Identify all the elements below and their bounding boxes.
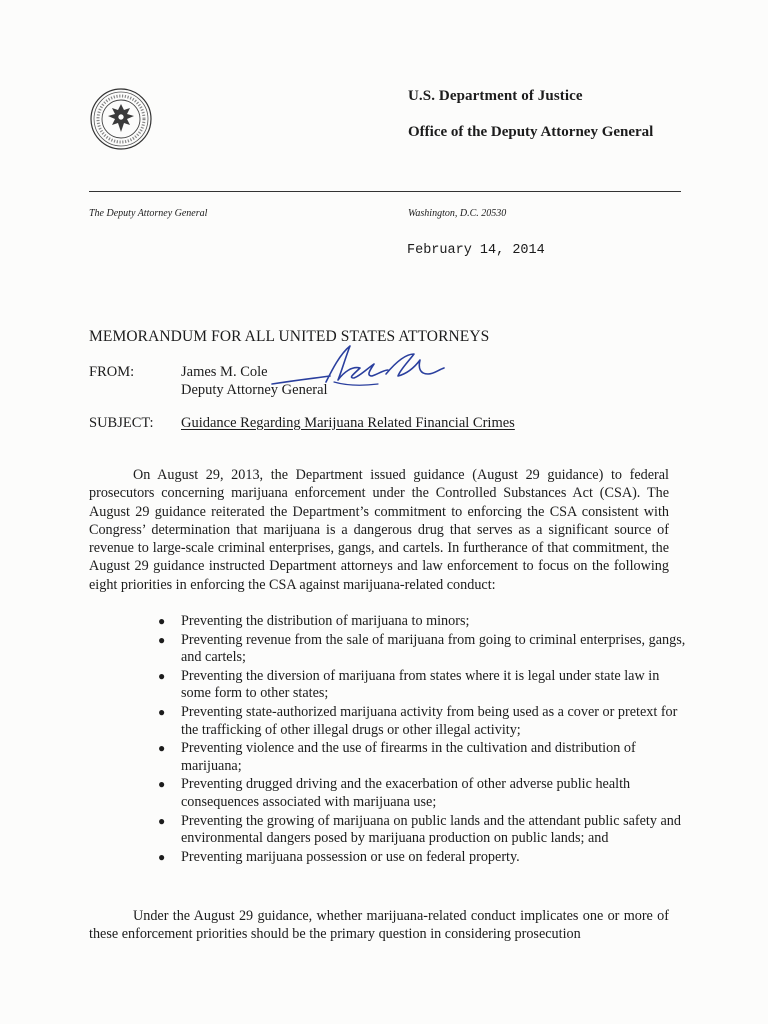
department-name: U.S. Department of Justice [408, 88, 583, 104]
list-item [148, 704, 688, 739]
sender-office-line: The Deputy Attorney General [89, 208, 208, 219]
priority-text: Preventing revenue from the sale of marijuana from going to criminal enterprises, gangs, and cartels; [181, 631, 686, 666]
list-item [148, 632, 688, 667]
bullet-icon: ● [158, 632, 166, 647]
bullet-icon: ● [158, 813, 166, 828]
address-line: Washington, D.C. 20530 [408, 208, 507, 219]
body-paragraph-2: Under the August 29 guidance, whether marijuana-related conduct implicates one or more of these enforcement priorities should be the primary question in considering prosecution [89, 908, 669, 943]
header-divider [89, 191, 681, 192]
list-item [148, 740, 688, 775]
memo-recipients: MEMORANDUM FOR ALL UNITED STATES ATTORNEYS [89, 328, 490, 345]
list-item [148, 776, 688, 811]
subject-text: Guidance Regarding Marijuana Related Financial Crimes [181, 415, 515, 431]
body-paragraph-1: On August 29, 2013, the Department issued guidance (August 29 guidance) to federal prosecutors concerning marijuana enforcement under the Controlled Substances Act (CSA). The August 29 guidance reiterated the Department’s commitment to enforcing the CSA consistent with Congress’ determination that marijuana is a dangerous drug that serves as a significant source of revenue to large-scale criminal enterprises, gangs, and cartels. In furtherance of that commitment, the August 29 guidance instructed Department attorneys and law enforcement to focus on the following eight priorities in enforcing the CSA against marijuana-related conduct: [89, 467, 669, 593]
list-item [148, 613, 688, 631]
priority-text: Preventing the diversion of marijuana from states where it is legal under state law in some form to other states; [181, 667, 660, 702]
priority-text: Preventing marijuana possession or use on federal property. [181, 848, 520, 865]
doj-seal-icon [90, 88, 152, 150]
priority-text: Preventing drugged driving and the exacerbation of other adverse public health consequences associated with marijuana use; [181, 776, 631, 810]
bullet-icon: ● [158, 668, 166, 683]
subject-label: SUBJECT: [89, 415, 154, 431]
list-item [148, 849, 688, 867]
handwritten-signature [268, 340, 448, 400]
priority-text: Preventing violence and the use of firearms in the cultivation and distribution of marijuana; [181, 740, 636, 774]
enforcement-priorities-list [148, 613, 688, 867]
priority-text: Preventing the distribution of marijuana to minors; [181, 613, 470, 629]
priority-text: Preventing the growing of marijuana on public lands and the attendant public safety and environmental dangers posed by marijuana production on public lands; and [181, 812, 681, 847]
bullet-icon: ● [158, 614, 166, 628]
from-name: James M. Cole [181, 364, 268, 380]
office-name: Office of the Deputy Attorney General [408, 124, 654, 140]
priority-text: Preventing state-authorized marijuana activity from being used as a cover or pretext for the trafficking of other illegal drugs or other illegal activity; [181, 703, 678, 738]
list-item [148, 668, 688, 703]
from-label: FROM: [89, 364, 135, 380]
bullet-icon: ● [158, 849, 166, 864]
from-title: Deputy Attorney General [181, 382, 328, 398]
bullet-icon: ● [158, 704, 166, 719]
list-item [148, 813, 688, 848]
bullet-icon: ● [158, 741, 166, 756]
bullet-icon: ● [158, 777, 166, 792]
memo-date: February 14, 2014 [407, 243, 545, 258]
